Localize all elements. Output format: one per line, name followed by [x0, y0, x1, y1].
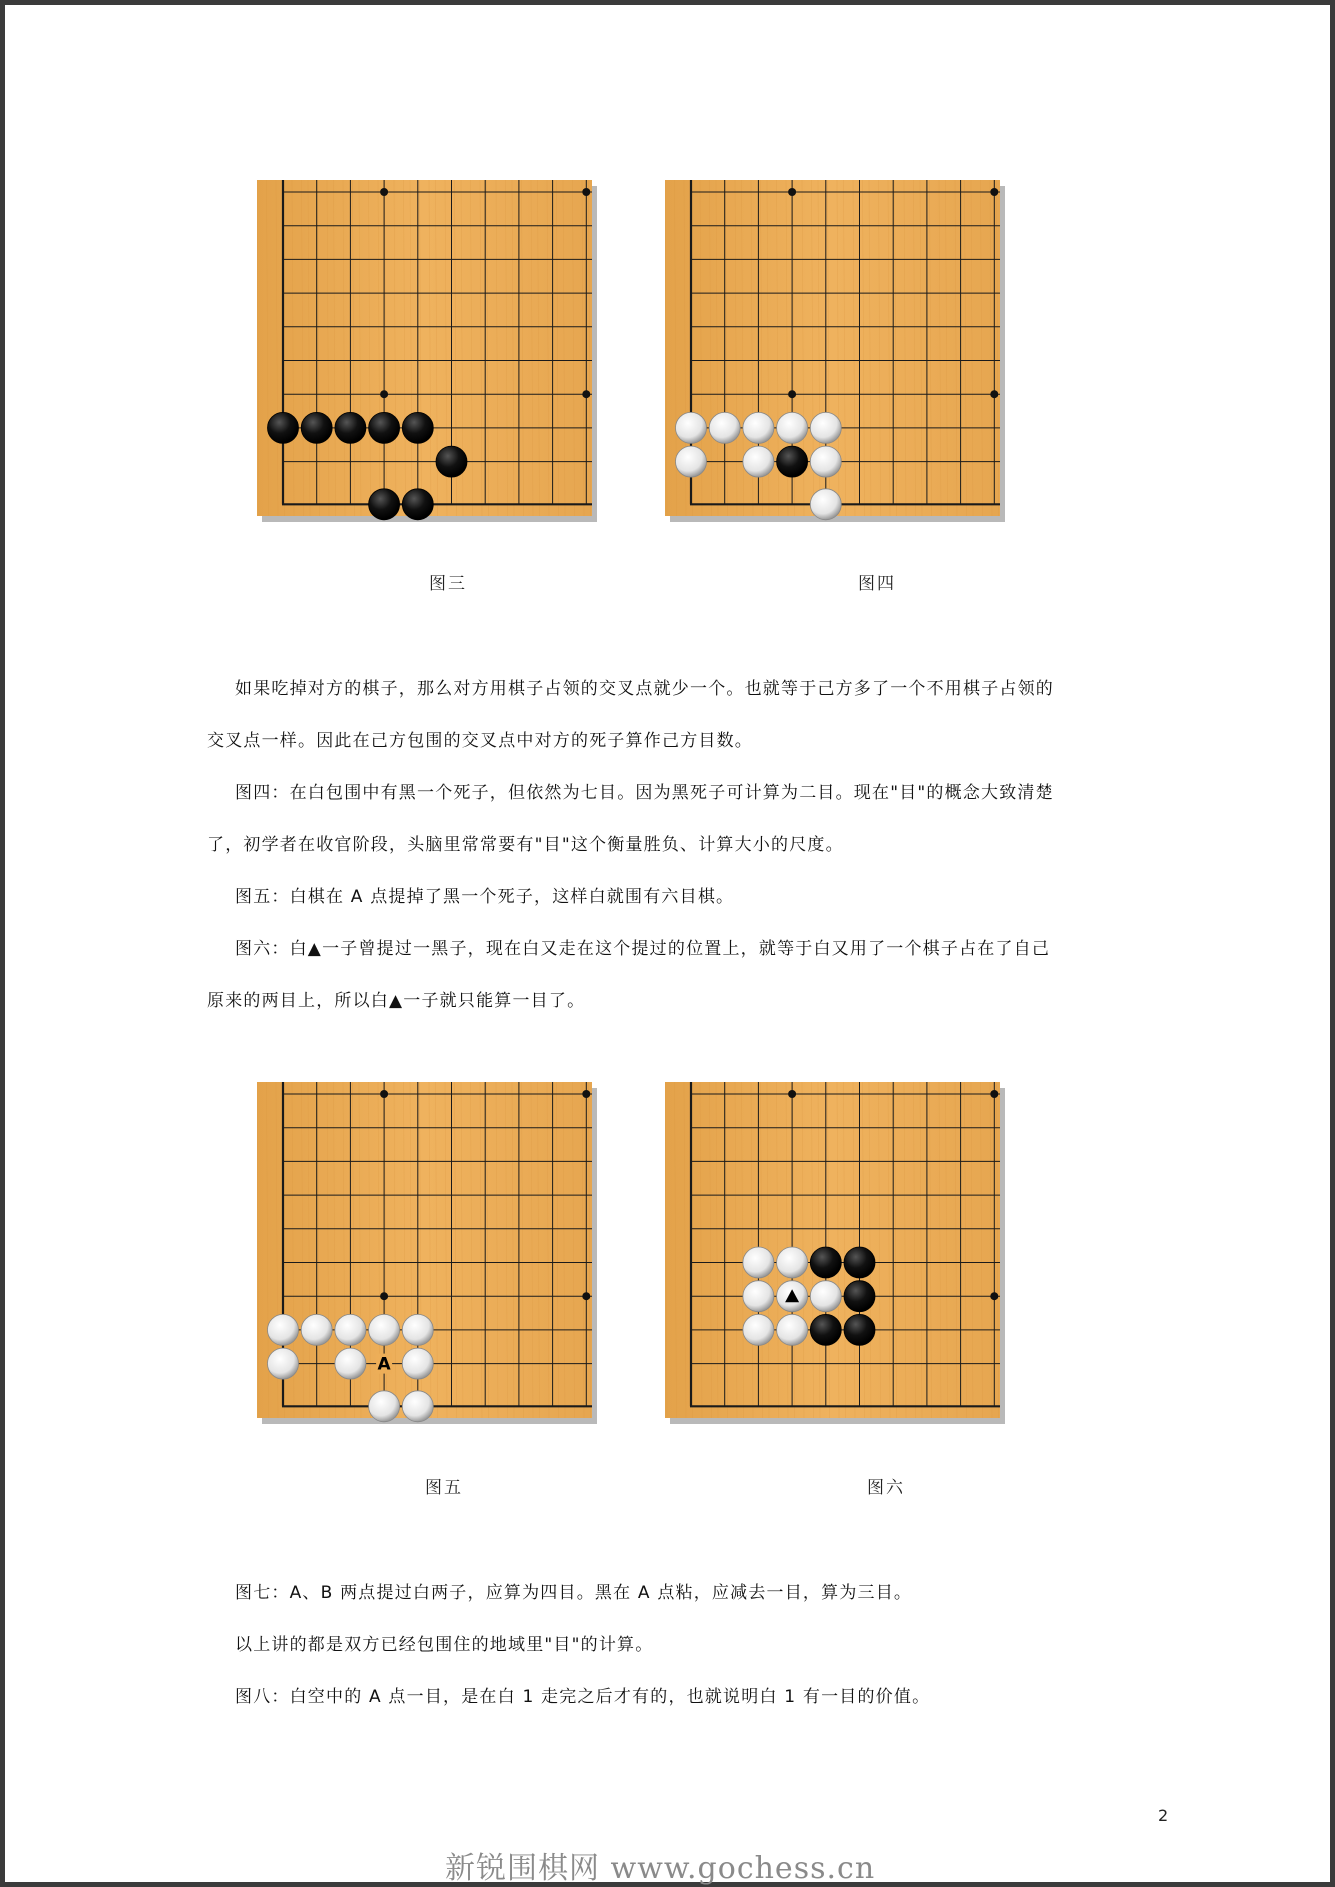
white-stone	[777, 1314, 808, 1345]
black-stone	[810, 1247, 841, 1278]
figure-caption-3: 图三	[429, 574, 467, 594]
white-stone	[743, 1314, 774, 1345]
figure-caption-4: 图四	[858, 574, 896, 594]
page-number: 2	[1158, 1806, 1169, 1825]
white-stone	[402, 1391, 433, 1422]
white-stone	[268, 1314, 299, 1345]
white-stone	[335, 1348, 366, 1379]
black-stone	[402, 412, 433, 443]
black-stone	[436, 446, 467, 477]
paragraph-line-3: 图四：在白包围中有黑一个死子，但依然为七目。因为黑死子可计算为二目。现在"目"的概念大致清楚	[235, 783, 1054, 803]
go-board-figure-3	[257, 180, 597, 522]
black-stone	[844, 1247, 875, 1278]
white-stone	[369, 1314, 400, 1345]
document-page	[5, 5, 1330, 1886]
white-stone	[810, 446, 841, 477]
white-stone	[810, 412, 841, 443]
paragraph-line-7: 原来的两目上，所以白▲一子就只能算一目了。	[207, 991, 586, 1011]
white-stone	[777, 1247, 808, 1278]
white-stone	[301, 1314, 332, 1345]
white-stone	[402, 1348, 433, 1379]
paragraph-line-1: 如果吃掉对方的棋子，那么对方用棋子占领的交叉点就少一个。也就等于己方多了一个不用棋子占领的	[235, 679, 1054, 699]
paragraph-line-2: 交叉点一样。因此在己方包围的交叉点中对方的死子算作己方目数。	[207, 731, 753, 751]
black-stone	[335, 412, 366, 443]
white-stone	[709, 412, 740, 443]
white-stone	[777, 412, 808, 443]
white-stone	[810, 489, 841, 520]
white-stone	[676, 412, 707, 443]
black-stone	[810, 1314, 841, 1345]
board-surface	[665, 1082, 1005, 1424]
black-stone	[301, 412, 332, 443]
figure-caption-5: 图五	[425, 1478, 463, 1498]
black-stone	[369, 412, 400, 443]
go-board-figure-5	[257, 1082, 597, 1424]
white-stone	[743, 1247, 774, 1278]
go-board-figure-4	[665, 180, 1005, 522]
black-stone	[369, 489, 400, 520]
white-stone	[676, 446, 707, 477]
white-stone	[743, 446, 774, 477]
footer-watermark: 新锐围棋网 www.gochess.cn	[445, 1851, 876, 1886]
white-stone	[743, 412, 774, 443]
paragraph-line-8: 图七：A、B 两点提过白两子，应算为四目。黑在 A 点粘，应减去一目，算为三目。	[235, 1583, 913, 1603]
white-stone	[402, 1314, 433, 1345]
figure-caption-6: 图六	[867, 1478, 905, 1498]
paragraph-line-9: 以上讲的都是双方已经包围住的地域里"目"的计算。	[235, 1635, 654, 1655]
white-stone	[335, 1314, 366, 1345]
black-stone	[268, 412, 299, 443]
white-stone	[268, 1348, 299, 1379]
white-stone	[369, 1391, 400, 1422]
paragraph-line-5: 图五：白棋在 A 点提掉了黑一个死子，这样白就围有六目棋。	[235, 887, 735, 907]
board-surface	[665, 180, 1005, 522]
black-stone	[777, 446, 808, 477]
white-stone	[743, 1281, 774, 1312]
black-stone	[844, 1314, 875, 1345]
paragraph-line-10: 图八：白空中的 A 点一目，是在白 1 走完之后才有的，也就说明白 1 有一目的价值。	[235, 1687, 931, 1707]
board-surface	[257, 180, 597, 522]
go-board-figure-6	[665, 1082, 1005, 1424]
paragraph-line-6: 图六：白▲一子曾提过一黑子，现在白又走在这个提过的位置上，就等于白又用了一个棋子占在了自己	[235, 939, 1051, 959]
board-surface	[257, 1082, 597, 1424]
paragraph-line-4: 了，初学者在收官阶段，头脑里常常要有"目"这个衡量胜负、计算大小的尺度。	[207, 835, 844, 855]
point-label: A	[377, 1354, 391, 1375]
black-stone	[844, 1281, 875, 1312]
black-stone	[402, 489, 433, 520]
white-stone	[810, 1281, 841, 1312]
